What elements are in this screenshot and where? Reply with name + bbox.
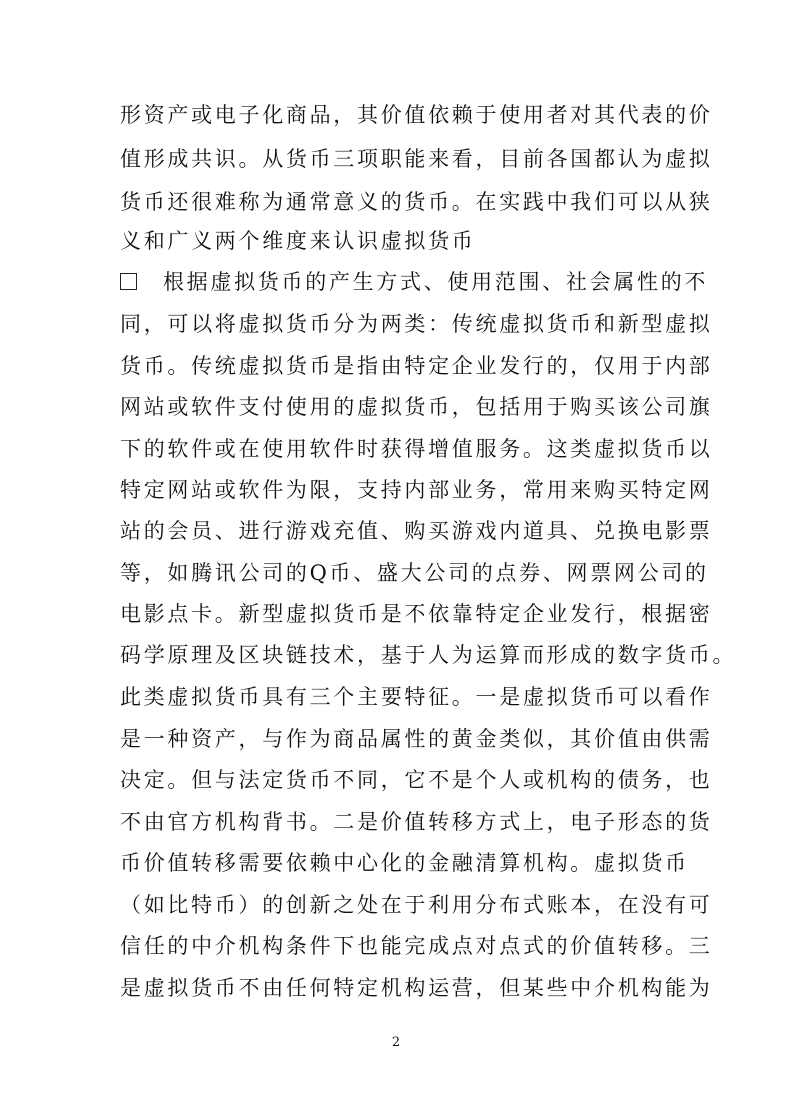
paragraph-line: 电影点卡。新型虚拟货币是不依靠特定企业发行，根据密 xyxy=(120,602,713,626)
paragraph-line: 下的软件或在使用软件时获得增值服务。这类虚拟货币以 xyxy=(120,437,713,461)
paragraph-line: 等，如腾讯公司的Q币、盛大公司的点券、网票网公司的 xyxy=(120,561,709,585)
paragraph-line: 币价值转移需要依赖中心化的金融清算机构。虚拟货币 xyxy=(120,851,689,875)
paragraph-line: 货币。传统虚拟货币是指由特定企业发行的，仅用于内部 xyxy=(120,354,713,378)
paragraph-line: 网站或软件支付使用的虚拟货币，包括用于购买该公司旗 xyxy=(120,395,713,419)
paragraph-line: 同，可以将虚拟货币分为两类：传统虚拟货币和新型虚拟 xyxy=(120,312,713,336)
paragraph-line: 不由官方机构背书。二是价值转移方式上，电子形态的货 xyxy=(120,810,713,834)
paragraph-line: 货币还很难称为通常意义的货币。在实践中我们可以从狭 xyxy=(120,190,713,214)
paragraph-line: 站的会员、进行游戏充值、购买游戏内道具、兑换电影票 xyxy=(120,519,713,543)
paragraph-line: 码学原理及区块链技术，基于人为运算而形成的数字货币。 xyxy=(120,643,737,667)
paragraph-line: 决定。但与法定货币不同，它不是个人或机构的债务，也 xyxy=(120,768,713,792)
paragraph-line: 是虚拟货币不由任何特定机构运营，但某些中介机构能为 xyxy=(120,976,713,1000)
page-number: 2 xyxy=(391,1035,401,1050)
paragraph-line: 特定网站或软件为限，支持内部业务，常用来购买特定网 xyxy=(120,478,713,502)
paragraph-line: （如比特币）的创新之处在于利用分布式账本，在没有可 xyxy=(120,893,713,917)
paragraph-line: 值形成共识。从货币三项职能来看，目前各国都认为虚拟 xyxy=(120,147,713,171)
paragraph-line: 是一种资产，与作为商品属性的黄金类似，其价值由供需 xyxy=(120,727,713,751)
paragraph-line: 此类虚拟货币具有三个主要特征。一是虚拟货币可以看作 xyxy=(120,685,713,709)
paragraph-line: 根据虚拟货币的产生方式、使用范围、社会属性的不 xyxy=(163,270,709,294)
paragraph-line: 义和广义两个维度来认识虚拟货币 xyxy=(120,229,476,253)
paragraph-line: 形资产或电子化商品，其价值依赖于使用者对其代表的价 xyxy=(120,103,713,127)
checkbox-square-icon xyxy=(120,273,137,290)
paragraph-line: 信任的中介机构条件下也能完成点对点式的价值转移。三 xyxy=(120,934,713,958)
